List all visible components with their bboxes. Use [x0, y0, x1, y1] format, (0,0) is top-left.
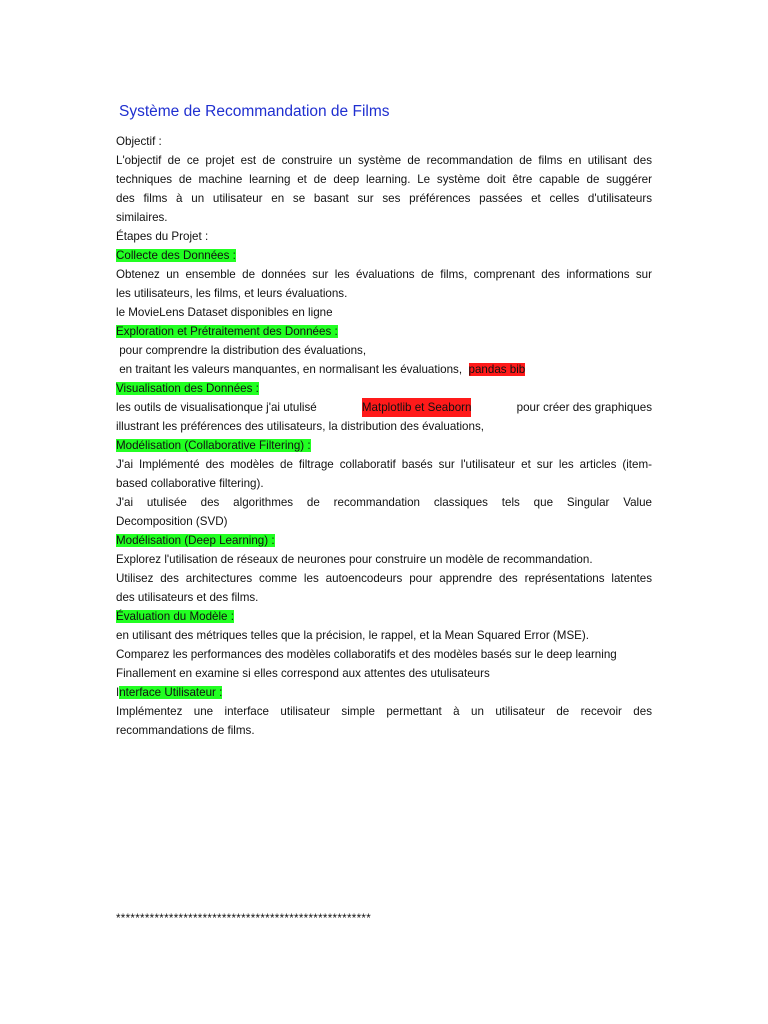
collab-line-2: based collaborative filtering). [116, 477, 264, 490]
evaluation-line-2: Comparez les performances des modèles collaboratifs et des modèles basés sur le deep learning [116, 648, 617, 661]
highlight-green: Exploration et Prétraitement des Données : [116, 325, 338, 338]
interface-line-2: recommandations de films. [116, 724, 255, 737]
visualisation-line-1-post: pour créer des graphiques [513, 401, 652, 414]
deep-line-1: Explorez l'utilisation de réseaux de neurones pour construire un modèle de recommandation. [116, 553, 593, 566]
visualisation-line-1-pre: les outils de visualisationque j'ai utulisé [116, 401, 320, 414]
highlight-red: pandas bib [468, 363, 526, 376]
exploration-line-2 [116, 360, 652, 379]
collab-line-1: J'ai Implémenté des modèles de filtrage collaboratif basés sur l'utilisateur et sur les articles (item- [116, 458, 652, 471]
collab-line-3: J'ai utulisée des algorithmes de recommandation classiques tels que Singular Value [116, 496, 652, 509]
document-title: Système de Recommandation de Films [119, 103, 390, 120]
section-interface-heading [116, 683, 652, 702]
objectif-label: Objectif : [116, 135, 162, 148]
highlight-green: Modélisation (Deep Learning) : [116, 534, 275, 547]
highlight-green: Visualisation des Données : [116, 382, 259, 395]
objectif-line-1: L'objectif de ce projet est de construire un système de recommandation de films en utilisant des [116, 154, 652, 167]
evaluation-line-1: en utilisant des métriques telles que la précision, le rappel, et la Mean Squared Error (MSE). [116, 629, 590, 642]
interface-line-1: Implémentez une interface utilisateur simple permettant à un utilisateur de recevoir des [116, 705, 652, 718]
objectif-line-4: similaires. [116, 211, 168, 224]
objectif-line-3: des films à un utilisateur en se basant sur ses préférences passées et celles d'utilisateurs [116, 192, 652, 205]
highlight-green: Collecte des Données : [116, 249, 236, 262]
exploration-line-2-text: en traitant les valeurs manquantes, en normalisant les évaluations, [116, 363, 469, 376]
etapes-label: Étapes du Projet : [116, 230, 209, 243]
exploration-line-1: pour comprendre la distribution des évaluations, [116, 344, 367, 357]
section-collecte-heading [116, 246, 652, 265]
evaluation-line-3: Finallement en examine si elles correspond aux attentes des utulisateurs [116, 667, 490, 680]
section-collab-heading [116, 436, 652, 455]
collab-line-4: Decomposition (SVD) [116, 515, 228, 528]
highlight-red: Matplotlib et Seaborn [362, 398, 472, 417]
section-evaluation-heading [116, 607, 652, 626]
collecte-line-3: le MovieLens Dataset disponibles en ligne [116, 306, 333, 319]
highlight-green: Modélisation (Collaborative Filtering) : [116, 439, 311, 452]
footer-separator: ***************************************************** [116, 912, 372, 925]
objectif-line-2: techniques de machine learning et de deep learning. Le système doit être capable de suggérer [116, 173, 652, 186]
deep-line-3: des utilisateurs et des films. [116, 591, 259, 604]
visualisation-line-1 [116, 398, 652, 417]
section-visualisation-heading [116, 379, 652, 398]
collecte-line-2: les utilisateurs, les films, et leurs évaluations. [116, 287, 348, 300]
highlight-green: Évaluation du Modèle : [116, 610, 234, 623]
section-deep-heading [116, 531, 652, 550]
collecte-line-1: Obtenez un ensemble de données sur les évaluations de films, comprenant des informations sur [116, 268, 652, 281]
section-exploration-heading [116, 322, 652, 341]
highlight-green: nterface Utilisateur : [119, 686, 223, 699]
deep-line-2: Utilisez des architectures comme les autoencodeurs pour apprendre des représentations latentes [116, 572, 652, 585]
visualisation-line-2: illustrant les préférences des utilisateurs, la distribution des évaluations, [116, 420, 484, 433]
document-body [116, 132, 652, 740]
interface-heading-first-letter: I [116, 686, 120, 699]
